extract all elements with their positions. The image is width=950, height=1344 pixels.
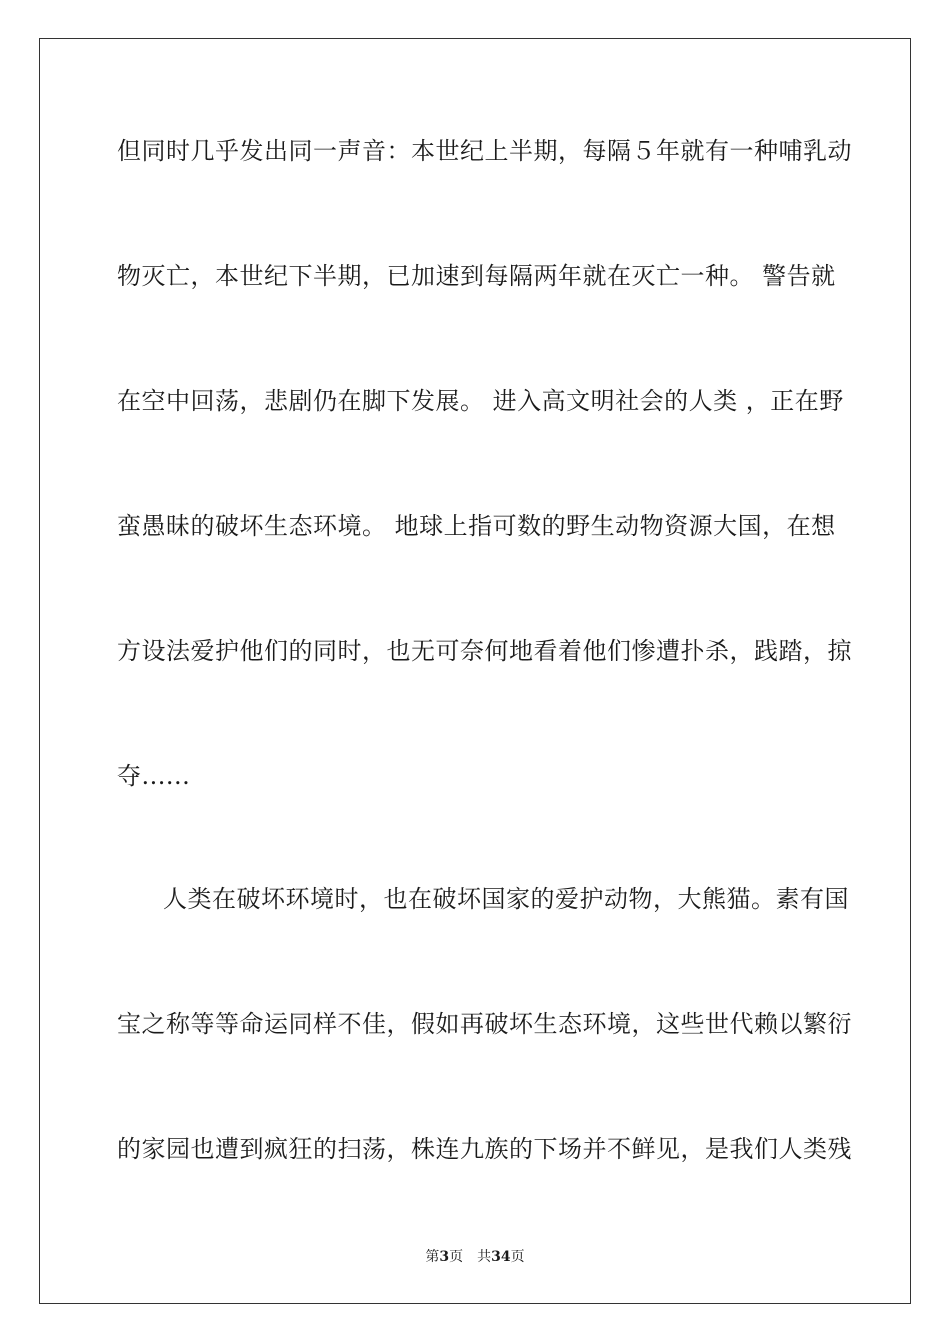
- text-line: 但同时几乎发出同一声音：本世纪上半期，每隔５年就有一种哺乳动: [117, 137, 852, 165]
- page-prefix: 第: [425, 1249, 440, 1265]
- page-footer: [0, 1248, 950, 1266]
- total-pages: 34: [491, 1249, 511, 1265]
- page-border: [39, 38, 911, 1304]
- page-number: 3: [439, 1249, 450, 1265]
- text-line: 物灭亡，本世纪下半期，已加速到每隔两年就在灭亡一种。 警告就: [117, 262, 836, 290]
- total-prefix: 共: [477, 1249, 492, 1265]
- text-line: 在空中回荡，悲剧仍在脚下发展。 进入高文明社会的人类 ，正在野: [117, 387, 844, 415]
- text-line: 方设法爱护他们的同时，也无可奈何地看着他们惨遭扑杀，践踏，掠: [117, 637, 852, 665]
- text-line-paragraph-start: 人类在破坏环境时，也在破坏国家的爱护动物，大熊猫。素有国: [163, 885, 849, 913]
- text-line: 蛮愚昧的破坏生态环境。 地球上指可数的野生动物资源大国，在想: [117, 512, 836, 540]
- text-line: 宝之称等等命运同样不佳，假如再破坏生态环境，这些世代赖以繁衍: [117, 1010, 852, 1038]
- total-suffix: 页: [510, 1249, 525, 1265]
- page-suffix: 页: [449, 1249, 464, 1265]
- text-line: 夺......: [117, 762, 191, 790]
- text-line: 的家园也遭到疯狂的扫荡，株连九族的下场并不鲜见，是我们人类残: [117, 1135, 852, 1163]
